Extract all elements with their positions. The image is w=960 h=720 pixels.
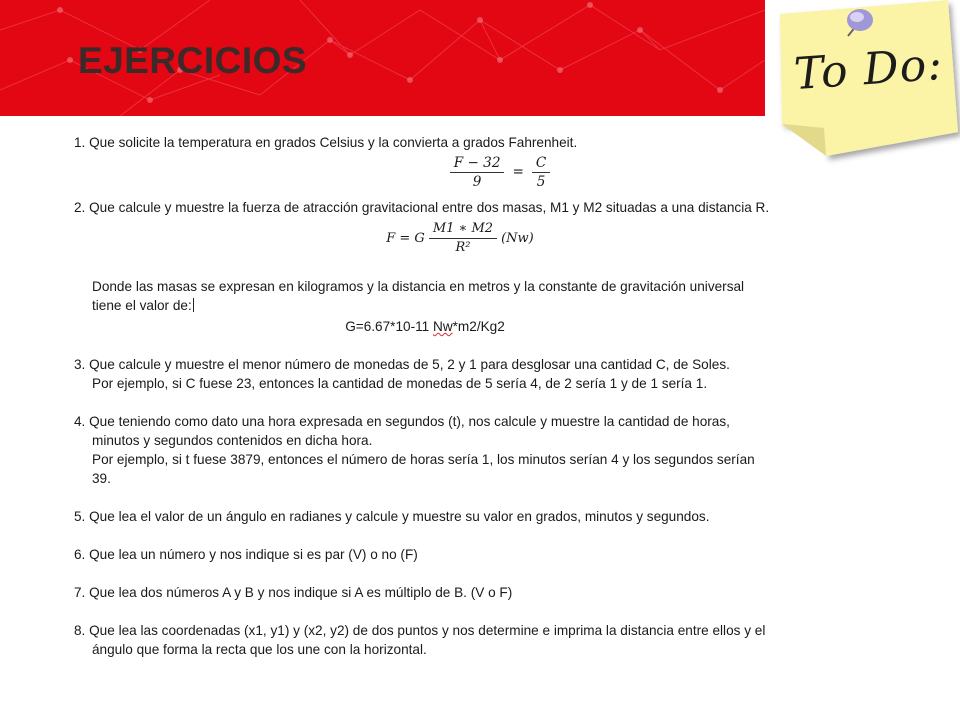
- exercise-4-example-cont: 39.: [92, 471, 111, 486]
- pushpin-icon: [838, 2, 878, 46]
- equals-sign: =: [512, 164, 524, 180]
- page-title: EJERCICIOS: [78, 40, 308, 81]
- exercise-6: 6. Que lea un número y nos indique si es par (V) o no (F): [74, 547, 418, 562]
- numerator: F − 32: [450, 154, 505, 173]
- denominator: 5: [536, 174, 546, 190]
- exercise-8-line2: ángulo que forma la recta que los une con la horizontal.: [92, 642, 427, 657]
- exercise-4-line2: minutos y segundos contenidos en dicha hora.: [92, 433, 373, 448]
- todo-label: To Do:: [792, 38, 945, 101]
- exercise-4: 4. Que teniendo como dato una hora expresada en segundos (t), nos calcule y muestre la cantidad de horas,: [74, 414, 730, 429]
- g-suffix: *m2/Kg2: [452, 319, 505, 334]
- exercise-3: 3. Que calcule y muestre el menor número de monedas de 5, 2 y 1 para desglosar una cantidad C, de Soles.: [74, 357, 730, 372]
- exercise-3-example: Por ejemplo, si C fuese 23, entonces la cantidad de monedas de 5 sería 4, de 2 sería 1 y de 1 sería 1.: [92, 376, 708, 391]
- exercise-5: 5. Que lea el valor de un ángulo en radianes y calcule y muestre su valor en grados, minutos y segundos.: [74, 509, 710, 524]
- exercise-2-note-line2: [74, 296, 834, 315]
- formula-gravitation: [74, 220, 834, 257]
- exercise-2: 2. Que calcule y muestre la fuerza de atracción gravitacional entre dos masas, M1 y M2 situadas a una distancia R.: [74, 200, 770, 215]
- formula-lhs: F = G: [386, 231, 425, 246]
- note-line2-text: tiene el valor de:: [92, 298, 192, 313]
- numerator: M1 ∗ M2: [429, 220, 497, 239]
- denominator: 9: [472, 174, 482, 190]
- denominator: R²: [455, 240, 471, 255]
- g-unit-nw: Nw: [433, 319, 453, 334]
- header-banner: [0, 0, 765, 116]
- fraction-masses: [429, 220, 497, 257]
- fraction-left: [450, 154, 505, 191]
- gravitational-constant: [16, 317, 834, 336]
- exercise-2-note-line1: Donde las masas se expresan en kilogramos y la distancia en metros y la constante de gravitación universal: [92, 279, 745, 294]
- exercise-7: 7. Que lea dos números A y B y nos indique si A es múltiplo de B. (V o F): [74, 585, 513, 600]
- text-cursor: [193, 298, 194, 312]
- formula-unit: (Nw): [501, 231, 534, 246]
- exercise-8: 8. Que lea las coordenadas (x1, y1) y (x2, y2) de dos puntos y nos determine e imprima la distancia entre ellos y el: [74, 623, 766, 638]
- exercise-1: 1. Que solicite la temperatura en grados Celsius y la convierta a grados Fahrenheit.: [74, 135, 578, 150]
- g-prefix: G=6.67*10-11: [345, 319, 433, 334]
- numerator: C: [532, 154, 550, 173]
- fraction-right: [532, 154, 550, 191]
- exercise-4-example: Por ejemplo, si t fuese 3879, entonces el número de horas sería 1, los minutos serían 4 y los segundos serían: [92, 452, 755, 467]
- formula-fahrenheit: [74, 154, 834, 191]
- exercise-list: [74, 133, 834, 659]
